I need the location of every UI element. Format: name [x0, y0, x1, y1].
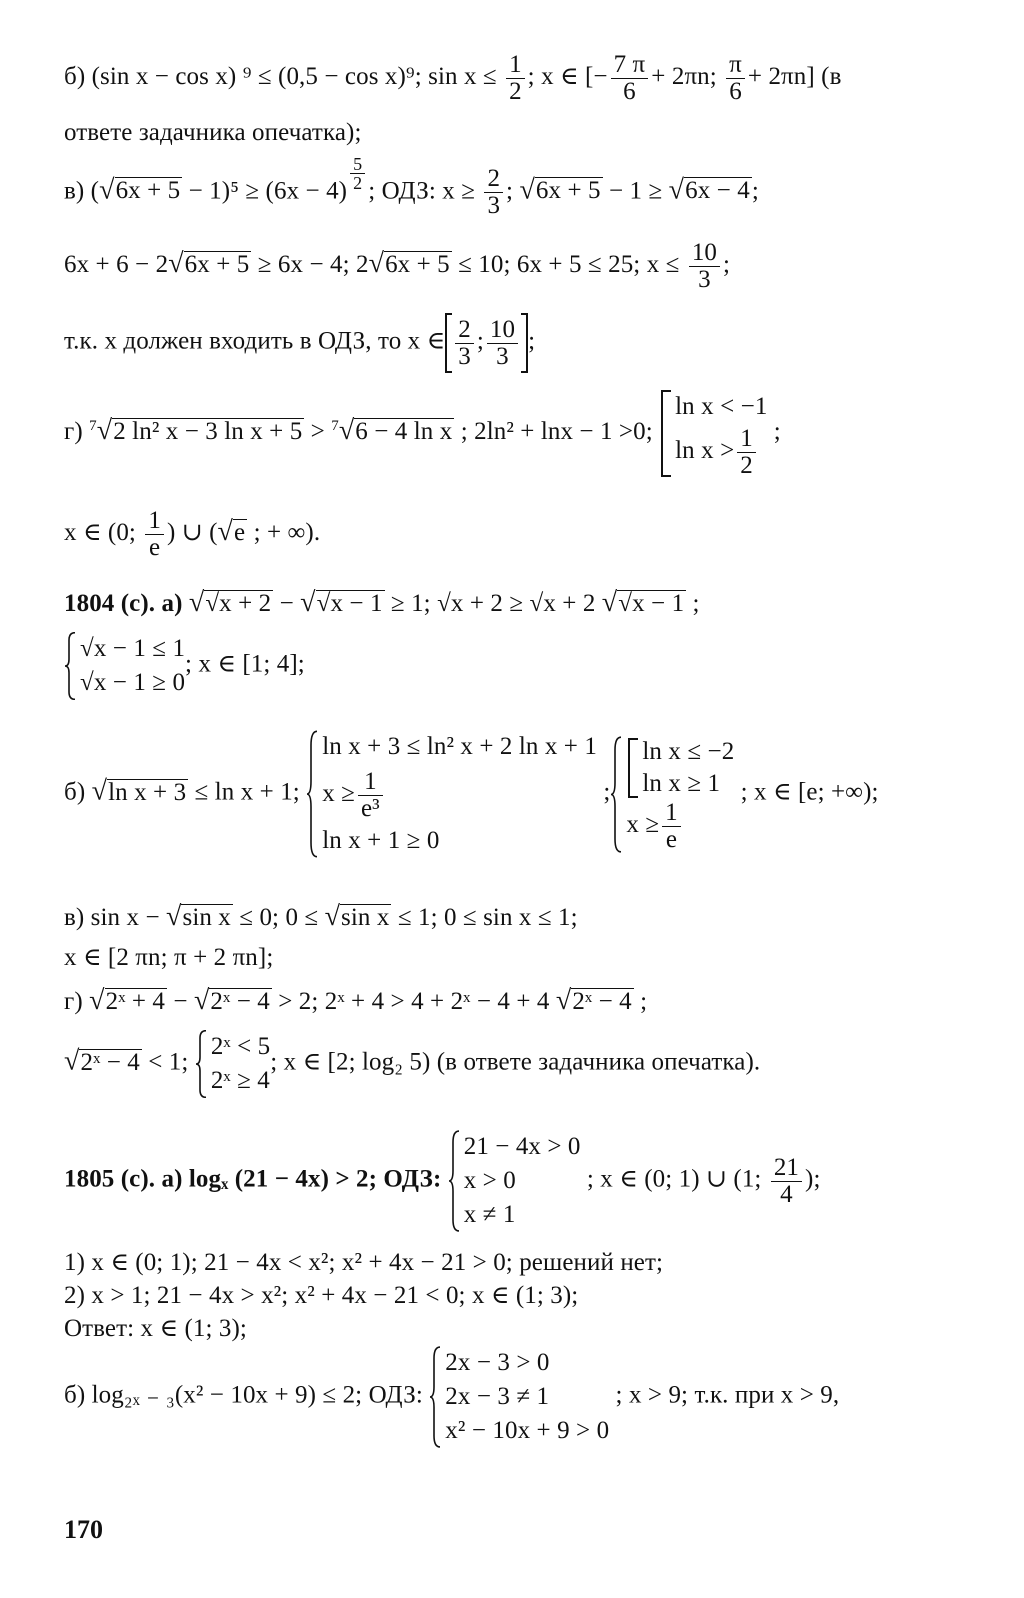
line-12 [64, 943, 273, 973]
sqrt-radicand: √x + 2 [205, 590, 272, 617]
text: − [167, 988, 194, 1015]
fraction: $\frac{1}{2}$ [506, 52, 525, 105]
text: ; [633, 988, 648, 1015]
fraction: $\frac{1}{e}$ [145, 508, 164, 561]
text: ; x ∈ [1; 4]; [185, 650, 305, 678]
text: + 2πn] (в [747, 63, 842, 91]
fraction: $\frac{10}{3}$ [487, 317, 518, 370]
root-radicand: 2 ln² x − 3 ln x + 5 [113, 418, 303, 446]
system-row: x > 0 [463, 1167, 516, 1194]
text: б) [64, 778, 92, 806]
text: ≥ 6x − 4; 2 [251, 251, 369, 279]
system-row: 2x − 3 ≠ 1 [445, 1383, 550, 1410]
text: в) ( [64, 177, 100, 205]
text: 1) x ∈ (0; 1); 21 − 4x < x²; x² + 4x − 21 > 0; решений нет; [64, 1249, 664, 1276]
text: ; x ∈ [2; log₂ 5) (в ответе задачника опечатка). [270, 1048, 761, 1076]
text: ≤ ln x + 1; [188, 778, 307, 806]
line-6: г) $^7$√2 ln² x − 3 ln x + 5 > $^7$√6 − 4 ln x ; 2ln² + lnx − 1 >0; ln x < −1 ln x > $\frac{1}{2}$ ; [64, 388, 781, 479]
text: ; x > 9; т.к. при x > 9, [609, 1381, 840, 1409]
sqrt-radicand: 6x + 5 [535, 177, 601, 205]
system-row: x ≥ $\frac{1}{e}$ [626, 800, 734, 853]
text: ); [805, 1165, 821, 1193]
task-heading: 1805 (с). а) logₓ (21 − 4x) > 2; ОДЗ: [64, 1165, 448, 1193]
system-row: √x − 1 ≥ 0 [80, 669, 186, 696]
text: ; [476, 327, 484, 355]
sqrt-radicand: e [234, 519, 246, 547]
system-row: x ≠ 1 [463, 1201, 516, 1228]
text: ≥ 1; √x + 2 ≥ √x + 2 [384, 590, 602, 617]
system-row: 2ˣ < 5 [210, 1033, 271, 1060]
text: < 1; [141, 1048, 195, 1076]
system-row: 2x − 3 > 0 [445, 1349, 550, 1376]
square-bracket-system [659, 388, 767, 479]
system-row: √x − 1 ≤ 1 [80, 635, 186, 662]
system-row: 2ˣ ≥ 4 [210, 1067, 270, 1094]
text: б) log₂ₓ ₋ ₃(x² − 10x + 9) ≤ 2; ОДЗ: [64, 1381, 430, 1409]
sqrt-radicand: √x − 1 [618, 590, 685, 617]
exponent-fraction: $\frac{5}{2}$ [350, 155, 365, 192]
system-row: ln x > $\frac{1}{2}$ [675, 426, 767, 479]
root-index: 7 [331, 417, 339, 434]
sqrt-radicand: 6x + 5 [385, 251, 450, 279]
page-number: 170 [64, 1515, 103, 1544]
text: − [273, 590, 301, 617]
sqrt-radicand: 2ˣ − 4 [210, 988, 270, 1015]
line-5 [64, 313, 535, 373]
sqrt-radicand: 2ˣ + 4 [105, 988, 166, 1015]
text: ; [751, 177, 759, 205]
task-heading: 1804 (с). а) [64, 590, 189, 617]
system-row: ln x + 3 ≤ ln² x + 2 ln x + 1 [322, 733, 597, 760]
line-7: x ∈ (0; $\frac{1}{e}$ ) ∪ (√e ; + ∞). [64, 507, 321, 561]
fraction: $\frac{10}{3}$ [689, 240, 720, 293]
text: ; ОДЗ: x ≥ [368, 177, 482, 205]
fraction: $\frac{21}{4}$ [771, 1155, 802, 1208]
system-1805a [448, 1130, 581, 1232]
text: ; [528, 327, 536, 355]
fraction: $\frac{2}{3}$ [455, 317, 474, 370]
sqrt-radicand: 6x + 5 [115, 177, 181, 205]
line-17 [64, 1281, 578, 1311]
text: ) ∪ ( [166, 519, 218, 547]
line-10: б) √ln x + 3 ≤ ln x + 1; ln x + 3 ≤ ln² x + 2 ln x + 1 x ≥ $\frac{1}{\text{e³}}$ ln x + 1 ≥ 0 ; ln x ≤ −2 ln x ≥ 1 x ≥ $\frac{1}{e}$ ; x ∈ [e; +∞); [64, 730, 879, 858]
line-16 [64, 1248, 663, 1278]
system-1804a [64, 632, 185, 700]
fraction: $\frac{7 \pi}{6}$ [611, 52, 649, 105]
sqrt-radicand: sin x [182, 904, 231, 931]
text: ; x ∈ [− [527, 63, 608, 91]
system-1804g [195, 1030, 270, 1098]
text: ; [723, 251, 731, 279]
system-row: x ≥ $\frac{1}{\text{e³}}$ [322, 764, 597, 824]
line-9 [64, 632, 305, 700]
text: ; [767, 418, 781, 446]
text: ; [596, 778, 611, 806]
line-3: в) (√6x + 5 − 1)⁵ ≥ (6x − 4) $\frac{5}{2}$ ; ОДЗ: x ≥ $\frac{2}{3}$ ; √6x + 5 − 1 ≥ √6x − 4; [64, 154, 759, 220]
text: ≤ 10; 6x + 5 ≤ 25; x ≤ [451, 251, 686, 279]
text: − 1)⁵ ≥ (6x − 4) [182, 177, 348, 205]
text: ; + ∞). [247, 519, 321, 547]
sqrt-radicand: 2ˣ − 4 [80, 1048, 140, 1076]
text: + 2πn; [651, 63, 724, 91]
line-4: 6x + 6 − 2√6x + 5 ≥ 6x − 4; 2√6x + 5 ≤ 10; 6x + 5 ≤ 25; x ≤ $\frac{10}{3}$ ; [64, 239, 731, 293]
sqrt-radicand: √x − 1 [316, 590, 383, 617]
text: ; [506, 177, 520, 205]
text: > [304, 418, 332, 446]
text: в) sin x − [64, 904, 167, 931]
text: 2) x > 1; 21 − 4x > x²; x² + 4x − 21 < 0; x ∈ (1; 3); [64, 1282, 579, 1309]
text: ; [686, 590, 700, 617]
system-1804b-1 [306, 730, 597, 858]
system-row: ln x < −1 [675, 393, 768, 420]
line-14: √2ˣ − 4 < 1; 2ˣ < 5 2ˣ ≥ 4 ; x ∈ [2; log₂ 5) (в ответе задачника опечатка). [64, 1030, 760, 1098]
sqrt-radicand: 6x + 5 [184, 251, 250, 279]
sqrt-radicand: 6x − 4 [685, 177, 750, 205]
square-bracket-system: ln x ≤ −2 ln x ≥ 1 [626, 736, 734, 800]
text: 6x + 6 − 2 [64, 251, 169, 279]
text: x ∈ [2 πn; π + 2 πn]; [64, 944, 274, 971]
text: x ∈ (0; [64, 519, 143, 547]
right-bracket [521, 313, 528, 373]
system-row: 21 − 4x > 0 [463, 1133, 581, 1160]
sqrt-radicand: ln x + 3 [108, 778, 187, 806]
text: ≤ 0; 0 ≤ [232, 904, 325, 931]
line-13: г) √2ˣ + 4 − √2ˣ − 4 > 2; 2ˣ + 4 > 4 + 2ˣ − 4 + 4 √2ˣ − 4 ; [64, 985, 648, 1016]
sqrt-radicand: 2ˣ − 4 [572, 988, 632, 1015]
system-row: ln x + 1 ≥ 0 [322, 827, 440, 854]
line-19 [64, 1346, 839, 1448]
fraction: $\frac{2}{3}$ [484, 166, 503, 219]
text: б) (sin x − cos x) ⁹ ≤ (0,5 − cos x)⁹; sin x ≤ [64, 63, 504, 91]
line-15-task-1805 [64, 1130, 821, 1232]
system-row: x² − 10x + 9 > 0 [445, 1417, 610, 1444]
text: г) [64, 418, 90, 446]
text: > 2; 2ˣ + 4 > 4 + 2ˣ − 4 + 4 [271, 988, 556, 1015]
sqrt-radicand: sin x [341, 904, 390, 931]
system-1805b [429, 1346, 609, 1448]
root-index: 7 [89, 417, 97, 434]
left-bracket [445, 313, 452, 373]
text: ; x ∈ (0; 1) ∪ (1; [580, 1165, 768, 1193]
text: ; x ∈ [e; +∞); [734, 778, 879, 806]
text: Ответ: x ∈ (1; 3); [64, 1315, 247, 1342]
line-2 [64, 118, 362, 148]
text: ≤ 1; 0 ≤ sin x ≤ 1; [391, 904, 578, 931]
line-18 [64, 1314, 247, 1344]
text: г) [64, 988, 90, 1015]
root-radicand: 6 − 4 ln x [355, 418, 453, 446]
text: ; 2ln² + lnx − 1 >0; [454, 418, 660, 446]
text: − 1 ≥ [602, 177, 669, 205]
line-8-task-1804: 1804 (с). а) √√x + 2 − √√x − 1 ≥ 1; √x + 2 ≥ √x + 2 √√x − 1 ; [64, 587, 700, 618]
text: т.к. x должен входить в ОДЗ, то x ∈ [64, 327, 446, 355]
text: ответе задачника опечатка); [64, 119, 362, 146]
line-11: в) sin x − √sin x ≤ 0; 0 ≤ √sin x ≤ 1; 0 ≤ sin x ≤ 1; [64, 901, 578, 932]
line-1 [64, 52, 841, 105]
fraction: $\frac{\pi}{6}$ [726, 52, 745, 105]
system-1804b-2 [610, 736, 734, 853]
